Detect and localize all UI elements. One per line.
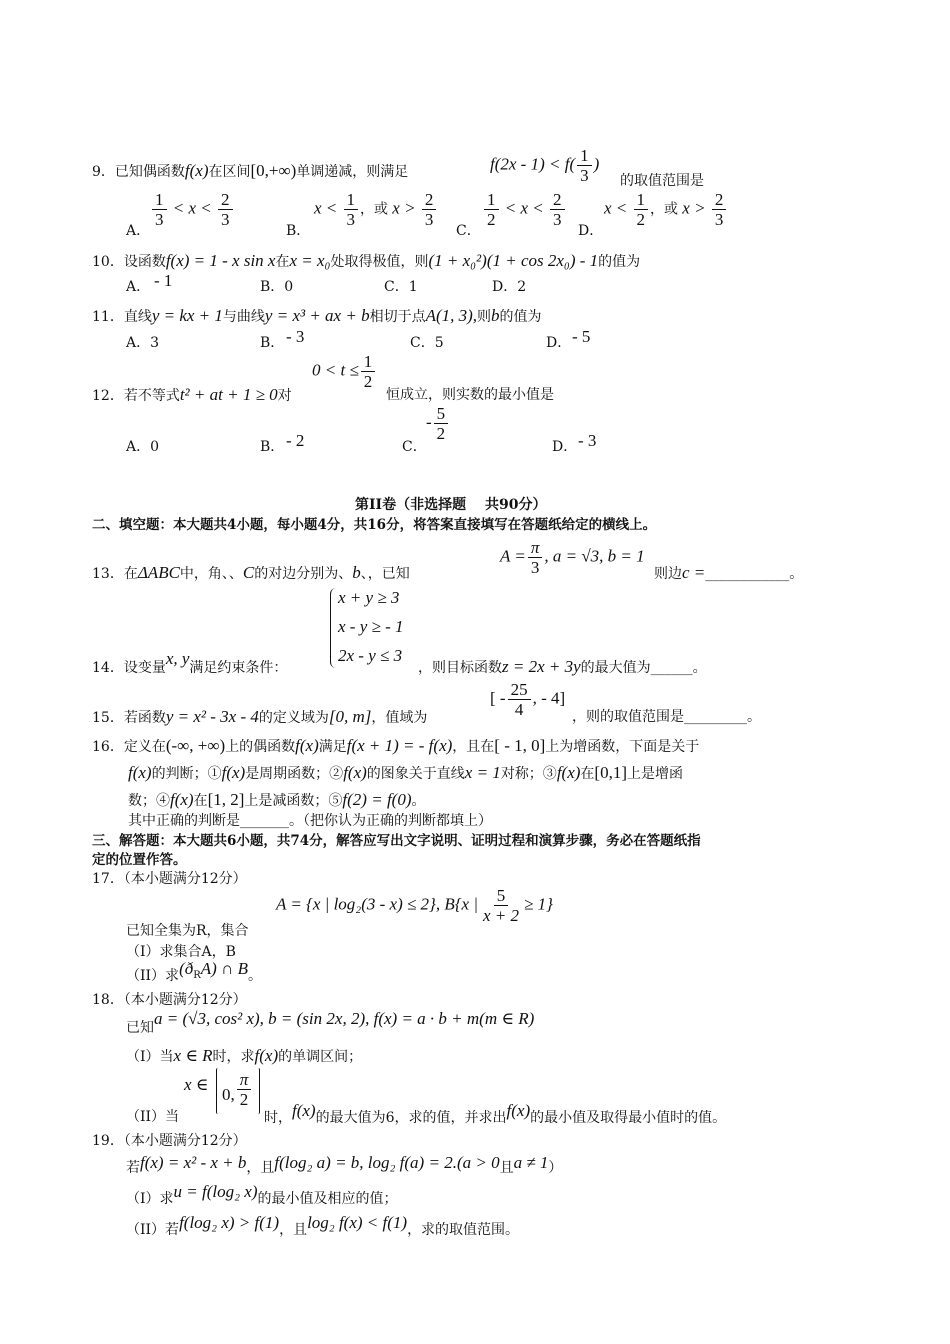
q11-opt-b: B． <box>260 335 285 351</box>
q18-part-ii-b <box>264 1101 727 1127</box>
q13-given-a: A = <box>500 546 526 566</box>
q13-b: b <box>352 563 361 582</box>
q11-b: b <box>491 306 500 325</box>
q10-opt-c: C．1 <box>384 279 418 295</box>
q19-part-ii <box>126 1213 520 1239</box>
q17-sets-left: A = {x | log₂(3 - x) ≤ 2}, B{x | <box>276 894 479 914</box>
q9-text: 9．已知偶函数 <box>92 164 185 180</box>
q17-part-i: （I）求集合A，B <box>126 944 236 960</box>
q14-c1: x + y ≥ 3 <box>338 588 400 607</box>
q15-domain: [0, m] <box>328 707 372 726</box>
part2-title: 第II卷（非选择题 共90分） <box>355 497 547 513</box>
q18-ii-lo: 0, <box>222 1084 235 1104</box>
q18-i-c: 的单调区间； <box>278 1049 363 1065</box>
q12-opt-a: A．0 <box>126 439 160 455</box>
q11-opt-d: D． <box>546 335 572 351</box>
q16-line1 <box>92 737 699 756</box>
q18-ii-fx2: f(x) <box>506 1101 531 1120</box>
q13-ceq: c = <box>682 563 706 582</box>
q12-opt-c-num: 5 <box>434 404 449 424</box>
q17-head: 17．（本小题满分12分） <box>92 871 247 887</box>
q17-ii-sub: R <box>193 970 201 981</box>
q12-cond <box>312 352 377 391</box>
q18-ii-pi: π <box>237 1070 252 1090</box>
q16-fx-4: f(x) <box>343 763 367 782</box>
q16-l2-f: 上是增函 <box>626 766 683 782</box>
q16-l1-b: 上的偶函数 <box>225 739 296 755</box>
q16-l1-interval: [ - 1, 0] <box>494 736 546 755</box>
q12-text-a: 12．若不等式 <box>92 388 180 404</box>
q14-line-b <box>418 658 707 677</box>
q16-l1-eq: f(x + 1) = - f(x) <box>346 736 453 755</box>
q9-ineq <box>490 146 599 185</box>
q16-l1-a: 16．定义在 <box>92 739 166 755</box>
q14-text-b: 满足约束条件： <box>189 660 288 676</box>
q17-given: 已知全集为R，集合 <box>126 923 249 939</box>
q11-curve: y = x³ + ax + b <box>264 306 370 325</box>
q14-objective: z = 2x + 3y <box>502 657 581 676</box>
q13-text-a: 13．在 <box>92 566 138 582</box>
q14-vars: x, y <box>165 649 190 668</box>
q19-ii-e2: log₂ f(x) < f(1) <box>307 1213 408 1232</box>
q16-l3-b: 在 <box>193 793 208 809</box>
q13-line <box>92 564 410 583</box>
q19-given-a: 若 <box>126 1160 140 1176</box>
q9-opt-b-math: x < $\frac{1}{3}$ ，或 x > $\frac{2}{3}$ <box>314 190 438 229</box>
q16-l2-a: 的判断；① <box>151 766 222 782</box>
q9-text-c: 单调递减，则满足 <box>296 164 409 180</box>
q18-ii-fx: f(x) <box>292 1101 316 1120</box>
q18-given-a: 已知 <box>126 1020 154 1036</box>
q17-part-ii <box>126 959 262 987</box>
q17-sets <box>276 886 553 925</box>
q15-text-a: 15．若函数 <box>92 710 166 726</box>
q11-opt-c: C．5 <box>410 335 444 351</box>
q15-text-d: ，则的取值范围是_________。 <box>572 709 761 725</box>
q11-point: A(1, 3), <box>425 306 478 325</box>
q15-range-a: [ - <box>490 688 506 708</box>
q16-l3-eq: f(2) = f(0) <box>342 790 412 809</box>
q19-ii-a: （II）若 <box>126 1222 180 1238</box>
q19-given <box>126 1153 563 1177</box>
q16-l2-c: 的图象关于直线 <box>366 766 465 782</box>
q14-text-d: 的最大值为______。 <box>580 660 707 676</box>
q11-opt-b-val: - 3 <box>286 327 305 346</box>
q11-opt-d-val: - 5 <box>572 327 591 346</box>
part3-section-l2: 定的位置作答。 <box>92 852 187 868</box>
q10-text-c: 处取得极值，则 <box>330 254 429 270</box>
q13-answer <box>654 564 803 583</box>
q16-l2-d: 对称；③ <box>500 766 557 782</box>
q18-i-a: （I）当 <box>126 1049 174 1065</box>
q18-ii-d: 的最小值及取得最小值时的值。 <box>530 1110 727 1126</box>
q16-l3-a: 数；④ <box>128 793 170 809</box>
q16-l2-e: 在 <box>580 766 595 782</box>
q9-text-b: 在区间 <box>208 164 251 180</box>
q13-text-d: 、，已知 <box>360 566 410 582</box>
q13-text-b: 中，角、、 <box>179 566 243 582</box>
q17-ii-a: （II）求 <box>126 968 180 984</box>
q19-i-a: （I）求 <box>126 1191 174 1207</box>
q17-ii-end: 。 <box>247 968 262 984</box>
q18-i-fx: f(x) <box>254 1046 279 1065</box>
q19-ii-e1: f(log₂ x) > f(1) <box>179 1213 280 1232</box>
q9-or-1: ，或 <box>360 201 389 218</box>
q10-text-d: 的值为 <box>598 254 641 270</box>
q12-text-b: 对 <box>277 388 292 404</box>
q16-l2-interval: [0,1] <box>594 763 627 782</box>
q18-ii-interval <box>222 1070 253 1109</box>
q12-opt-b: B． <box>260 439 285 455</box>
q18-part-ii <box>126 1108 179 1126</box>
q9-interval: [0,+∞) <box>250 161 297 180</box>
q9-frac-num: 1 <box>577 146 592 166</box>
q13-three: 3 <box>530 558 540 577</box>
q18-ii-c: 的最大值为6，求的值，并求出 <box>315 1110 507 1126</box>
q17-sets-end: ≥ 1} <box>524 894 553 914</box>
q10-opt-a: A． <box>126 279 151 295</box>
q16-l3-c: 上是减函数；⑤ <box>244 793 343 809</box>
q18-ii-cond <box>184 1070 209 1094</box>
q17-ii-expr2: A) ∩ B <box>200 959 248 978</box>
q18-given <box>126 1009 535 1037</box>
q9-opt-b: B． <box>286 223 311 239</box>
q12-opt-d: D． <box>552 439 578 455</box>
q12-frac-den: 2 <box>363 372 373 391</box>
q9-opt-d-math: x < $\frac{1}{2}$ ，或 x > $\frac{2}{3}$ <box>604 190 728 229</box>
q11-linear: y = kx + 1 <box>151 306 223 325</box>
q15-range-den: 4 <box>514 700 524 719</box>
q15-range-b: , - 4] <box>532 688 566 708</box>
q15-text-b: 的定义域为 <box>258 710 329 726</box>
q10-opt-a-val: - 1 <box>154 271 173 290</box>
q17-ii-expr: (ð <box>179 959 194 978</box>
q12-opt-c-val <box>426 404 450 443</box>
q16-fx: f(x) <box>295 736 319 755</box>
q18-ii-b: 时， <box>264 1110 292 1126</box>
q16-fx-2: f(x) <box>128 763 152 782</box>
q18-i-b: 时，求 <box>212 1049 255 1065</box>
q13-pi: π <box>528 538 543 558</box>
q18-ii-cond-text: x ∈ <box>184 1075 209 1094</box>
q12-opt-c: C． <box>402 439 427 455</box>
q15-line <box>92 708 427 727</box>
q10-opt-d: D．2 <box>492 279 527 295</box>
q16-l2-x1: x = 1 <box>464 763 501 782</box>
q18-head: 18．（本小题满分12分） <box>92 992 247 1008</box>
q15-text-c: ，值域为 <box>371 710 428 726</box>
q15-range-num: 25 <box>508 680 531 700</box>
q19-ii-b: ，且 <box>279 1222 308 1238</box>
q11-text-a: 11．直线 <box>92 309 152 325</box>
q19-i-b: 的最小值及相应的值； <box>257 1191 398 1207</box>
q19-i-u: u = f(log₂ x) <box>173 1182 258 1201</box>
q19-given-eq: f(log₂ a) = b, log₂ f(a) = 2.(a > 0 <box>274 1153 500 1172</box>
q9-opt-a-math: $\frac{1}{3}$ < x < $\frac{2}{3}$ <box>150 190 235 229</box>
q18-ii-a: （II）当 <box>126 1109 180 1125</box>
q18-given-expr: a = (√3, cos² x), b = (sin 2x, 2), f(x) = a · b + m(m ∈ R) <box>154 1009 535 1028</box>
q14-text-c: ，则目标函数 <box>418 660 502 676</box>
q9-opt-a: A． <box>126 223 151 239</box>
q18-ii-two: 2 <box>239 1090 249 1109</box>
q10-x0: x = x₀ <box>289 251 331 270</box>
q9-text-d: 的取值范围是 <box>620 173 704 189</box>
q13-frac <box>528 538 543 577</box>
q10-func: f(x) = 1 - x sin x <box>165 251 276 270</box>
q13-text-c: 的对边分别为、 <box>254 566 353 582</box>
q12-text-c: 恒成立，则实数的最小值是 <box>386 387 554 403</box>
q10-text-b: 在 <box>275 254 290 270</box>
q16-line4: 其中正确的判断是_______。（把你认为正确的判断都填上） <box>128 813 492 829</box>
q12-line <box>92 386 292 405</box>
q12-frac <box>361 352 376 391</box>
q16-l3-d: 。 <box>411 793 426 809</box>
q14-text-a: 14．设变量 <box>92 660 166 676</box>
q9-or-2: ，或 <box>650 201 679 218</box>
q9-ineq-left: f(2x - 1) < f( <box>490 154 576 174</box>
q10-line <box>92 252 640 271</box>
q12-ineq: t² + at + 1 ≥ 0 <box>179 385 278 404</box>
q16-line2 <box>128 764 683 783</box>
q9-line <box>92 162 408 181</box>
q13-blank[interactable]: ____________ <box>705 566 790 582</box>
q9-opt-c-math: $\frac{1}{2}$ < x < $\frac{2}{3}$ <box>482 190 567 229</box>
q16-l1-e: 上为增函数，下面是关于 <box>545 739 700 755</box>
q9-frac-den: 3 <box>580 166 589 185</box>
q16-fx-3: f(x) <box>221 763 246 782</box>
q11-text-b: 与曲线 <box>222 309 265 325</box>
q9-frac <box>577 146 592 185</box>
q11-text-d: 则 <box>477 309 492 325</box>
q13-text-e: 则边 <box>654 566 682 582</box>
q9-opt-d: D． <box>578 223 604 239</box>
q19-given-f: f(x) = x² - x + b <box>140 1153 247 1172</box>
q16-fx-6: f(x) <box>170 790 194 809</box>
q12-opt-c-den: 2 <box>436 424 446 443</box>
q18-part-i <box>126 1047 362 1066</box>
q19-given-c: 且 <box>499 1160 514 1176</box>
q17-frac-num: 5 <box>494 886 509 906</box>
q19-head: 19．（本小题满分12分） <box>92 1133 247 1149</box>
q19-given-b: ，且 <box>246 1160 275 1176</box>
q19-given-d: ） <box>548 1160 563 1176</box>
q13-end: 。 <box>789 566 804 582</box>
q16-l1-c: 满足 <box>318 739 347 755</box>
q13-given <box>500 538 645 577</box>
q11-line <box>92 307 542 326</box>
q13-given-rest: , a = √3, b = 1 <box>544 546 645 566</box>
q15-range <box>490 680 565 719</box>
q12-cond-text: 0 < t ≤ <box>312 360 359 380</box>
q17-frac-den: x + 2 <box>483 906 520 925</box>
q12-frac-num: 1 <box>361 352 376 372</box>
q16-l2-b: 是周期函数；② <box>245 766 344 782</box>
q19-part-i <box>126 1182 398 1208</box>
part3-section-l1: 三、解答题：本大题共6小题，共74分，解答应写出文字说明、证明过程和演算步骤，务必在答题纸指 <box>92 833 701 849</box>
q12-opt-c-sign: - <box>426 412 432 432</box>
q16-l1-d: ，且在 <box>452 739 495 755</box>
q19-given-ne: a ≠ 1 <box>513 1153 549 1172</box>
q13-triangle: ΔABC <box>137 563 180 582</box>
q16-domain: (-∞, +∞) <box>165 736 226 755</box>
q15-func: y = x² - 3x - 4 <box>165 707 259 726</box>
q12-opt-d-val: - 3 <box>578 431 597 450</box>
q9-opt-c: C． <box>456 223 481 239</box>
part2-section: 二、填空题：本大题共4小题，每小题4分，共16分，将答案直接填写在答题纸给定的横线上。 <box>92 517 657 533</box>
q10-text-a: 10．设函数 <box>92 254 166 270</box>
q14-line-a <box>92 649 288 677</box>
q10-expr: (1 + x₀²)(1 + cos 2x₀) - 1 <box>428 251 599 270</box>
q14-c3: 2x - y ≤ 3 <box>338 646 403 665</box>
q16-fx-5: f(x) <box>556 763 581 782</box>
q11-text-e: 的值为 <box>499 309 542 325</box>
q12-opt-b-val: - 2 <box>286 431 305 450</box>
q13-c: C <box>242 563 255 582</box>
q14-brace <box>330 588 337 668</box>
q9-ineq-end: ) <box>593 154 600 174</box>
q19-ii-c: ，求的取值范围。 <box>407 1222 520 1238</box>
q16-line3 <box>128 791 425 810</box>
q11-text-c: 相切于点 <box>369 309 426 325</box>
q18-i-cond: x ∈ R <box>173 1046 213 1065</box>
q11-opt-a: A．3 <box>126 335 160 351</box>
q10-opt-b: B．0 <box>260 279 294 295</box>
q14-c2: x - y ≥ - 1 <box>338 617 404 636</box>
q16-l3-interval: [1, 2] <box>207 790 245 809</box>
q9-fx: f(x) <box>184 161 209 180</box>
